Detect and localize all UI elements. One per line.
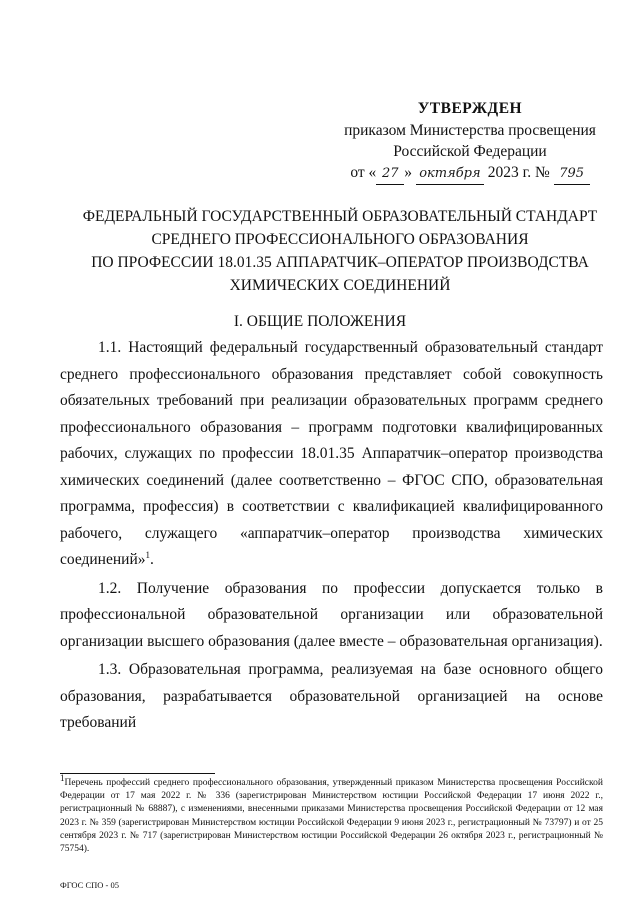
footnote (60, 772, 603, 856)
section-heading: I. ОБЩИЕ ПОЛОЖЕНИЯ (233, 313, 407, 330)
standard-title-line: ПО ПРОФЕССИИ 18.01.35 АППАРАТЧИК–ОПЕРАТОР ПРОИЗВОДСТВА (91, 254, 589, 271)
approval-date-line (330, 162, 610, 185)
date-mid: » (404, 164, 413, 181)
date-prefix: от « (350, 164, 377, 181)
standard-title-line: ХИМИЧЕСКИХ СОЕДИНЕНИЙ (229, 277, 451, 294)
footnote-reference: 1 (145, 549, 150, 560)
paragraph-1-3: 1.3. Образовательная программа, реализуемая на базе основного общего образования, разрабатывается образовательной организацией на основе требований (60, 661, 603, 731)
approval-block (330, 98, 610, 185)
paragraph-1-1-text: 1.1. Настоящий федеральный государственный образовательный стандарт среднего профессионального образования представляет собой совокупность обязательных требований при реализации образовательных программ среднего профессионального образования – программ подготовки квалифицированных рабочих, служащих по профессии 18.01.35 Аппаратчик–оператор производства химических соединений (далее соответственно – ФГОС СПО, образовательная программа, профессия) в соответствии с квалификацией квалифицированного рабочего, служащего «аппаратчик–оператор производства химических соединений» (60, 339, 603, 568)
paragraph-1-1 (60, 335, 603, 574)
approval-line-ministry: приказом Министерства просвещения (344, 122, 596, 139)
handwritten-month: октября (416, 163, 484, 185)
approval-line-federation: Российской Федерации (393, 143, 547, 160)
footnote-text: Перечень профессий среднего профессионального образования, утвержденный приказом Министерства просвещения Российской Федерации от 17 мая 2022 г. № 336 (зарегистрирован Министерством юстиции Российской Федерации 17 июня 2022 г., регистрационный № 68887), с изменениями, внесенными приказами Министерства просвещения Российской Федерации от 12 мая 2023 г. № 359 (зарегистрирован Министерством юстиции Российской Федерации 9 июня 2023 г., регистрационный № 73797) и от 25 сентября 2023 г. № 717 (зарегистрирован Министерством юстиции Российской Федерации 26 октября 2023 г., регистрационный № 75754). (60, 778, 603, 855)
approval-title: УТВЕРЖДЕН (417, 100, 523, 117)
page-code: ФГОС СПО - 05 (60, 880, 119, 890)
handwritten-order-number: 795 (554, 163, 590, 185)
standard-title (60, 205, 620, 297)
paragraph-1-1-end: . (150, 551, 154, 568)
standard-title-line: СРЕДНЕГО ПРОФЕССИОНАЛЬНОГО ОБРАЗОВАНИЯ (151, 231, 529, 248)
handwritten-day: 27 (376, 163, 404, 185)
document-body (60, 335, 603, 739)
footnote-separator (60, 773, 215, 774)
standard-title-line: ФЕДЕРАЛЬНЫЙ ГОСУДАРСТВЕННЫЙ ОБРАЗОВАТЕЛЬНЫЙ СТАНДАРТ (82, 208, 598, 225)
paragraph-1-2: 1.2. Получение образования по профессии допускается только в профессиональной образовательной организации или образовательной организации высшего образования (далее вместе – образовательная организация). (60, 579, 603, 650)
footnote-marker: 1 (60, 772, 65, 783)
date-year: 2023 г. № (487, 164, 550, 181)
